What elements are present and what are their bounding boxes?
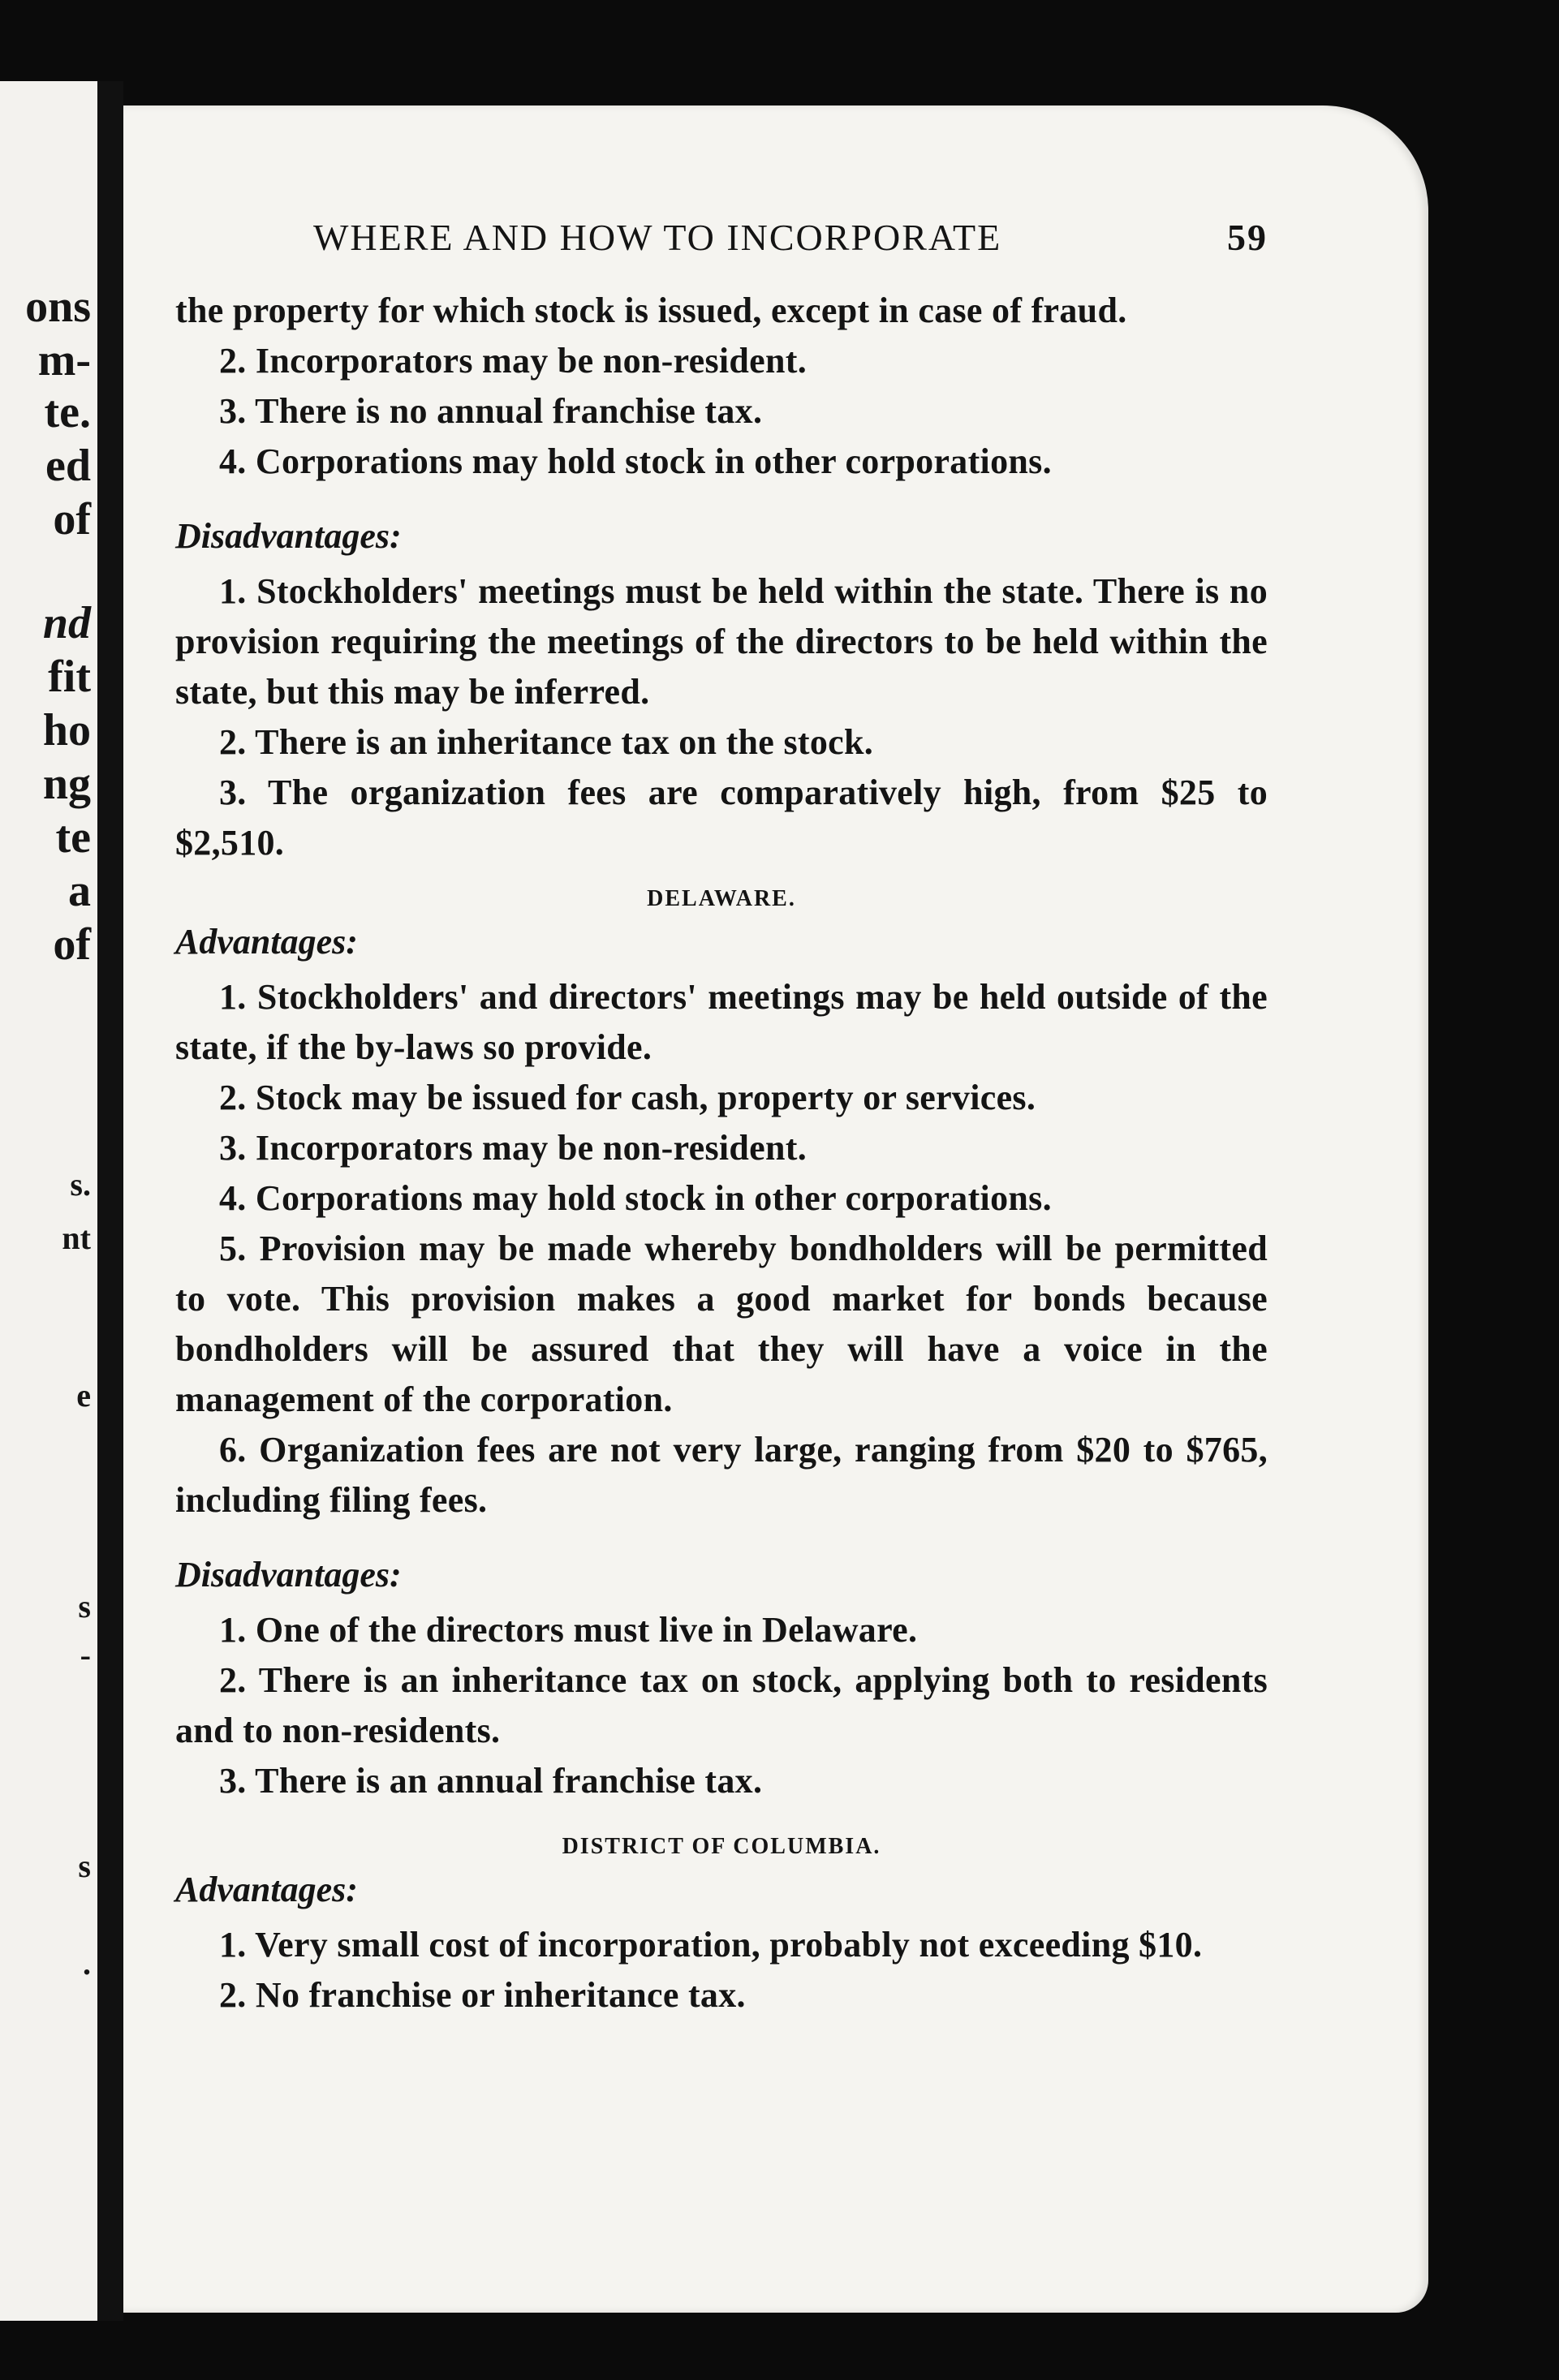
facing-page-fragment: . [83, 1945, 91, 1982]
facing-page-fragment: te [55, 812, 91, 863]
facing-page-fragment: a [68, 866, 91, 916]
facing-page-fragment: nd [42, 598, 91, 648]
list-item: 4. Corporations may hold stock in other corporations. [219, 1178, 1052, 1218]
advantages-heading: Advantages: [175, 1870, 358, 1909]
disadvantages-heading: Disadvantages: [175, 1555, 402, 1595]
facing-page-fragment: e [76, 1377, 91, 1414]
list-item: 3. There is an annual franchise tax. [219, 1761, 763, 1801]
list-item: 6. Organization fees are not very large, ranging from $20 to $765, including filing fees. [175, 1430, 1268, 1520]
book-spine [97, 81, 123, 2321]
facing-page-fragment: - [80, 1637, 91, 1673]
list-item: 4. Corporations may hold stock in other corporations. [219, 441, 1052, 481]
list-item: 1. One of the directors must live in Delaware. [219, 1610, 918, 1650]
facing-page-fragment: m- [37, 335, 91, 385]
facing-page-edge [0, 81, 97, 2321]
book-page [123, 105, 1428, 2313]
facing-page-fragment: s [78, 1848, 91, 1884]
facing-page-fragment: ons [25, 282, 91, 332]
facing-page-fragment: ed [45, 441, 91, 491]
facing-page-fragment: s [78, 1588, 91, 1625]
continued-paragraph: the property for which stock is issued, except in case of fraud. [175, 291, 1127, 330]
advantages-heading: Advantages: [175, 922, 358, 962]
list-item: 2. Stock may be issued for cash, property or services. [219, 1078, 1036, 1117]
page-number: 59 [1227, 217, 1268, 258]
state-heading-district-of-columbia: DISTRICT OF COLUMBIA. [562, 1834, 881, 1859]
facing-page-fragment: of [53, 919, 91, 970]
list-item: 2. There is an inheritance tax on the stock. [219, 722, 874, 762]
facing-page-fragment: nt [62, 1220, 91, 1256]
list-item: 3. The organization fees are comparatively high, from $25 to $2,510. [175, 773, 1268, 863]
list-item: 2. There is an inheritance tax on stock, applying both to residents and to non-residents. [175, 1660, 1268, 1750]
facing-page-fragment: ng [42, 759, 91, 809]
facing-page-fragment: of [53, 494, 91, 544]
page-content [175, 216, 1268, 2021]
list-item: 3. There is no annual franchise tax. [219, 391, 763, 431]
list-item: 1. Stockholders' meetings must be held within the state. There is no provision requiring the meetings of the directors to be held within the state, but this may be inferred. [175, 571, 1268, 712]
list-item: 3. Incorporators may be non-resident. [219, 1128, 807, 1168]
state-heading-delaware: DELAWARE. [647, 886, 796, 911]
facing-page-fragment: te. [44, 387, 91, 437]
list-item: 5. Provision may be made whereby bondholders will be permitted to vote. This provision makes a good market for bonds because bondholders will be assured that they will have a voice in the management of the corporation. [175, 1229, 1268, 1419]
disadvantages-heading: Disadvantages: [175, 516, 402, 556]
list-item: 1. Stockholders' and directors' meetings may be held outside of the state, if the by-laws so provide. [175, 977, 1268, 1067]
facing-page-fragment: fit [48, 652, 91, 702]
facing-page-fragment: ho [42, 705, 91, 755]
list-item: 2. Incorporators may be non-resident. [219, 341, 807, 381]
facing-page-fragment: s. [70, 1166, 91, 1203]
running-head-title: WHERE AND HOW TO INCORPORATE [313, 217, 1002, 258]
running-head [175, 216, 1268, 273]
list-item: 2. No franchise or inheritance tax. [219, 1975, 746, 2015]
list-item: 1. Very small cost of incorporation, probably not exceeding $10. [219, 1925, 1203, 1965]
